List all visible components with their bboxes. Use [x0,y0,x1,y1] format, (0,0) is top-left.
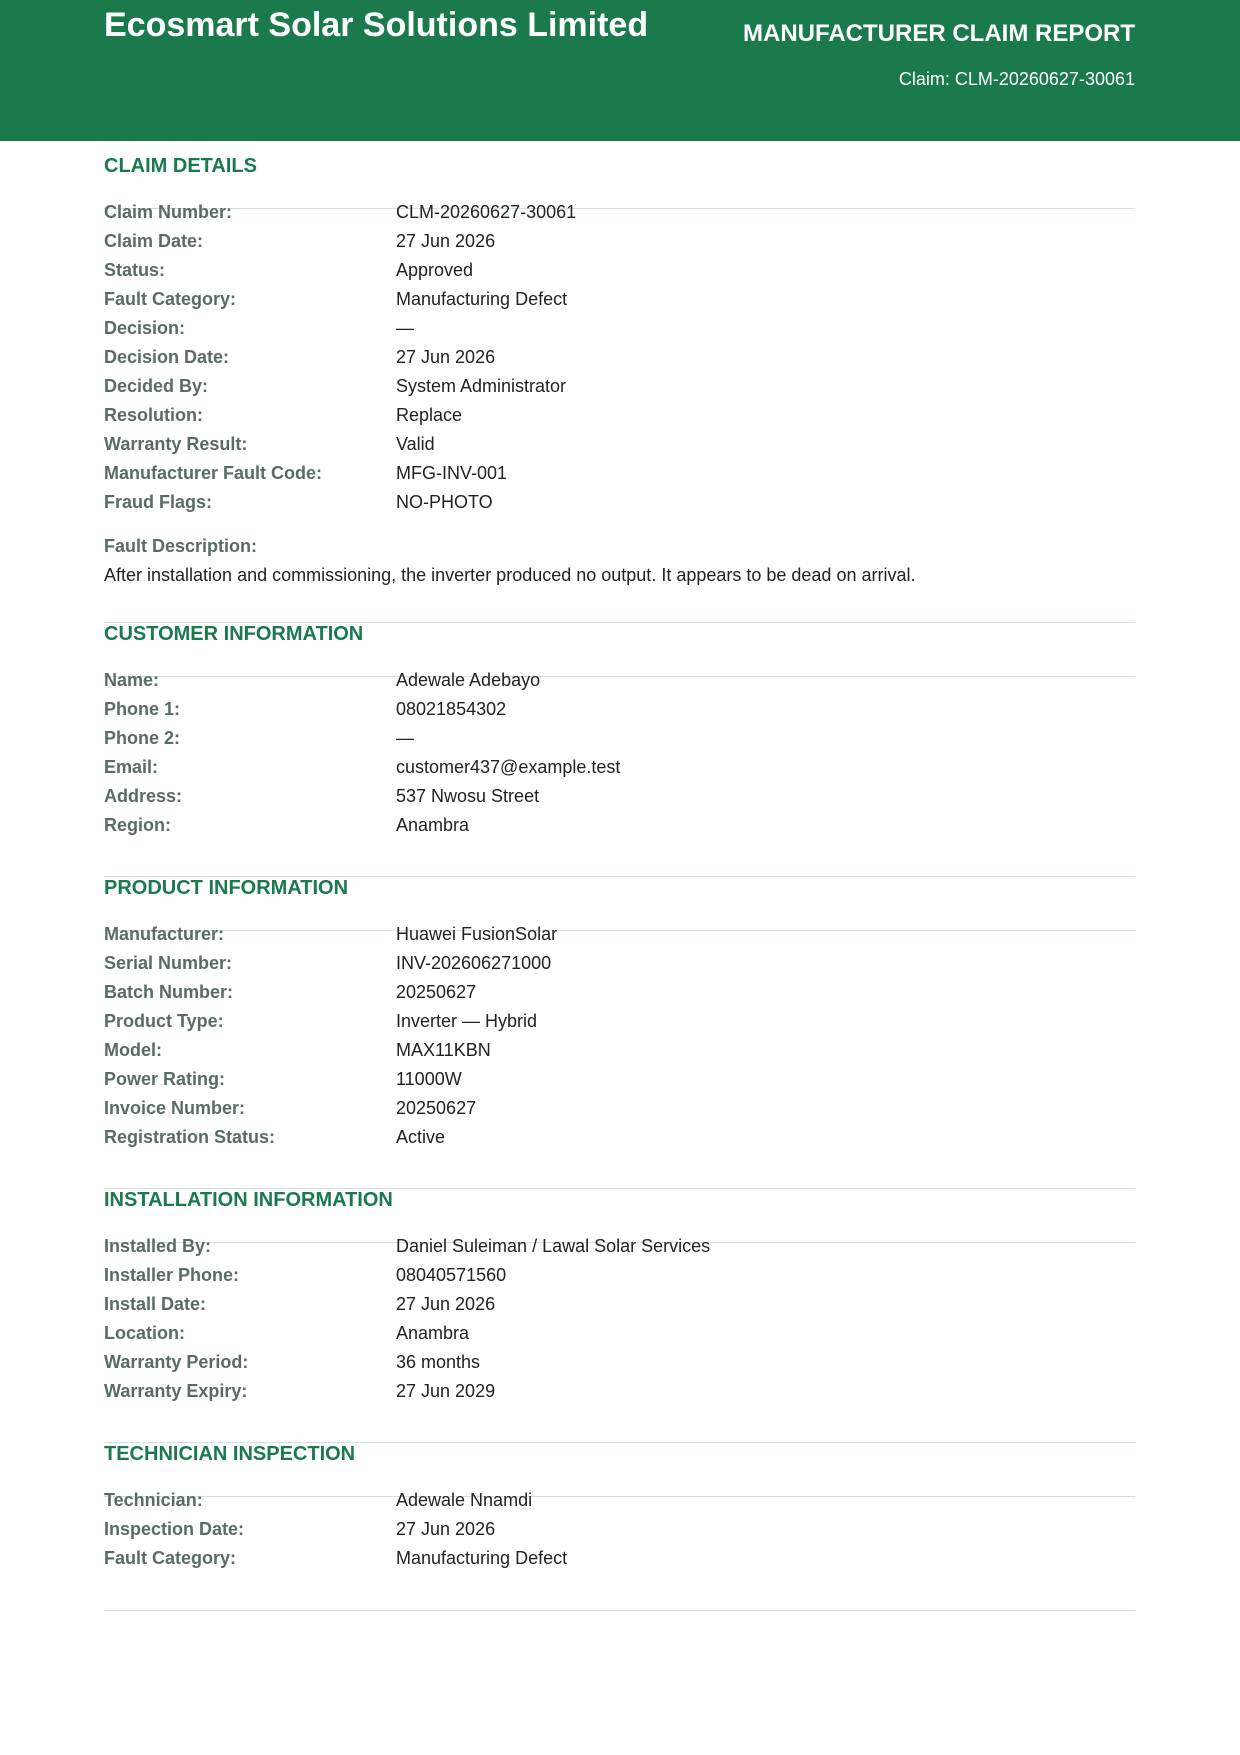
field-label: Email: [104,757,159,777]
field-label: Batch Number: [104,982,234,1002]
field-value: Inverter — Hybrid [396,1011,538,1031]
field-value: 27 Jun 2026 [396,1294,496,1314]
field-label: Resolution: [104,405,203,425]
field-row [104,1036,1135,1065]
field-row [104,920,1135,949]
field-row [104,1348,1135,1377]
field-value: 27 Jun 2026 [396,347,496,367]
field-label: Installer Phone: [104,1265,240,1285]
field-row [104,343,1135,372]
field-row [104,459,1135,488]
field-row [104,1319,1135,1348]
field-label: Name: [104,670,160,690]
field-value: 27 Jun 2026 [396,231,496,251]
field-label: Decision: [104,318,186,338]
field-label: Installed By: [104,1236,212,1256]
field-value: INV-202606271000 [396,953,552,973]
field-label: Claim Number: [104,202,233,222]
field-row [104,695,1135,724]
field-label: Status: [104,260,166,280]
field-row [104,666,1135,695]
field-row [104,949,1135,978]
claim-reference: Claim: CLM-20260627-30061 [898,69,1135,89]
field-label: Technician: [104,1490,203,1510]
field-row [104,1377,1135,1406]
installation-information-section [104,1189,1135,1409]
field-label: Fault Category: [104,289,237,309]
field-label: Fault Category: [104,1548,237,1568]
field-label: Location: [104,1323,185,1343]
field-label: Product Type: [104,1011,224,1031]
field-label: Power Rating: [104,1069,226,1089]
field-label: Warranty Result: [104,434,248,454]
field-value: 27 Jun 2026 [396,1519,496,1539]
field-label: Serial Number: [104,953,233,973]
field-value: System Administrator [396,376,567,396]
field-label: Registration Status: [104,1127,276,1147]
field-value: 27 Jun 2029 [396,1381,496,1401]
report-header [0,0,1240,141]
field-value: Manufacturing Defect [396,289,568,309]
field-value: 537 Nwosu Street [396,786,540,806]
section-title: PRODUCT INFORMATION [104,877,349,899]
field-label: Manufacturer Fault Code: [104,463,323,483]
field-row [104,724,1135,753]
field-label: Phone 2: [104,728,181,748]
field-label: Invoice Number: [104,1098,246,1118]
field-label: Model: [104,1040,162,1060]
field-row [104,1007,1135,1036]
field-label: Region: [104,815,171,835]
field-value: Anambra [396,1323,470,1343]
section-title: CUSTOMER INFORMATION [104,623,364,645]
field-label: Inspection Date: [104,1519,245,1539]
field-row [104,1261,1135,1290]
section-title: INSTALLATION INFORMATION [104,1189,393,1211]
claim-details-section [104,155,1135,595]
field-value: Valid [396,434,435,454]
field-row [104,1290,1135,1319]
field-row [104,314,1135,343]
field-row [104,753,1135,782]
section-divider [104,1610,1135,1611]
report-title: MANUFACTURER CLAIM REPORT [743,20,1135,47]
fault-description-label: Fault Description: [104,536,258,556]
field-label: Manufacturer: [104,924,225,944]
customer-information-section [104,623,1135,843]
field-value: Adewale Nnamdi [396,1490,533,1510]
field-label: Address: [104,786,183,806]
field-value: 11000W [396,1069,462,1089]
field-value: MFG-INV-001 [396,463,508,483]
company-name: Ecosmart Solar Solutions Limited [104,6,649,44]
product-information-section [104,877,1135,1157]
field-row [104,256,1135,285]
field-value: Active [396,1127,446,1147]
field-label: Decision Date: [104,347,230,367]
technician-inspection-section [104,1443,1135,1583]
field-value: NO-PHOTO [396,492,493,512]
field-value: CLM-20260627-30061 [396,202,577,222]
field-value: Manufacturing Defect [396,1548,568,1568]
field-value: Daniel Suleiman / Lawal Solar Services [396,1236,711,1256]
field-value: Adewale Adebayo [396,670,541,690]
field-label: Decided By: [104,376,209,396]
field-value: 08021854302 [396,699,507,719]
field-row [104,1123,1135,1152]
field-label: Warranty Period: [104,1352,249,1372]
field-value: Huawei FusionSolar [396,924,558,944]
field-value: — [396,728,414,748]
field-label: Warranty Expiry: [104,1381,248,1401]
field-row [104,1065,1135,1094]
field-label: Fraud Flags: [104,492,213,512]
field-row [104,1094,1135,1123]
field-value: customer437@example.test [396,757,621,777]
field-row [104,1486,1135,1515]
field-value: 08040571560 [396,1265,507,1285]
section-title: CLAIM DETAILS [104,155,257,177]
field-value: 36 months [396,1352,481,1372]
status-value: Approved [396,260,474,280]
field-row [104,372,1135,401]
field-row [104,978,1135,1007]
field-value: 20250627 [396,1098,477,1118]
field-row [104,488,1135,517]
field-value: MAX11KBN [396,1040,491,1060]
field-row [104,1515,1135,1544]
fault-description: After installation and commissioning, the inverter produced no output. It appears to be dead on arrival. [104,565,916,585]
field-row [104,782,1135,811]
field-value: Replace [396,405,463,425]
field-row [104,1544,1135,1573]
field-value: Anambra [396,815,470,835]
field-row [104,198,1135,227]
field-row [104,1232,1135,1261]
field-row [104,227,1135,256]
field-row [104,401,1135,430]
field-value: — [396,318,414,338]
field-label: Claim Date: [104,231,204,251]
field-row [104,285,1135,314]
field-label: Phone 1: [104,699,181,719]
field-label: Install Date: [104,1294,207,1314]
section-title: TECHNICIAN INSPECTION [104,1443,356,1465]
field-value: 20250627 [396,982,477,1002]
field-row [104,811,1135,840]
field-row [104,430,1135,459]
